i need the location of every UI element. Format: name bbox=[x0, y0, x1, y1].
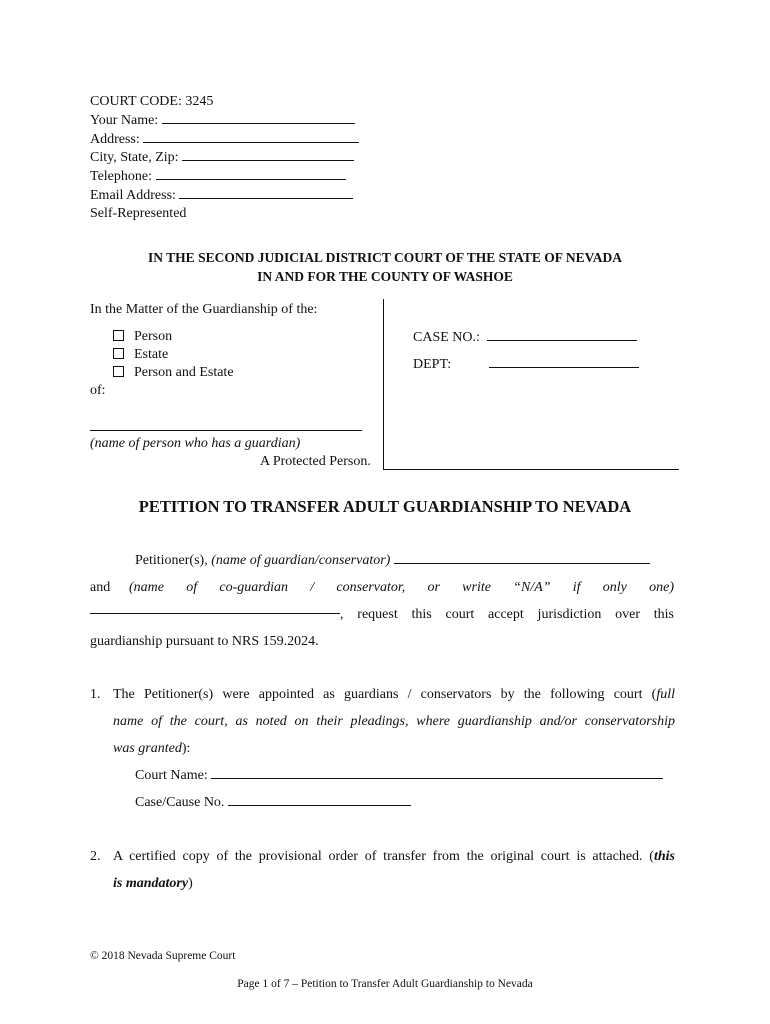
address-label: Address: bbox=[90, 131, 140, 147]
court-name-field[interactable] bbox=[211, 766, 663, 779]
telephone-field[interactable] bbox=[156, 167, 346, 180]
item2-number: 2. bbox=[90, 849, 101, 864]
self-represented: Self-Represented bbox=[90, 205, 187, 221]
address-row bbox=[90, 130, 390, 149]
coguardian-name-field[interactable] bbox=[90, 601, 340, 614]
item1-hint-c-end: ): bbox=[181, 741, 191, 756]
item1-hint-b: name of the court, as noted on their pleadings, where guardianship and/or conservatorship bbox=[113, 714, 675, 729]
case-cause-row bbox=[135, 789, 411, 816]
petitioners-label: Petitioner(s), bbox=[135, 553, 208, 568]
item1-number: 1. bbox=[90, 687, 101, 702]
your-name-row bbox=[90, 111, 390, 130]
city-state-zip-row bbox=[90, 148, 390, 167]
your-name-field[interactable] bbox=[162, 111, 355, 124]
and-label: and bbox=[90, 580, 111, 595]
coguardian-hint: (name of co-guardian / conservator, or write “N/A” if only one) bbox=[129, 580, 674, 595]
item2-line2 bbox=[113, 870, 675, 897]
court-name-label: Court Name: bbox=[135, 768, 208, 783]
item1-hint-a: full bbox=[656, 687, 675, 702]
document-title: PETITION TO TRANSFER ADULT GUARDIANSHIP TO NEVADA bbox=[138, 497, 632, 516]
checkbox-estate[interactable] bbox=[113, 348, 124, 359]
address-field[interactable] bbox=[143, 130, 359, 143]
case-cause-label: Case/Cause No. bbox=[135, 795, 225, 810]
intro-line2 bbox=[90, 574, 674, 601]
of-label: of: bbox=[90, 383, 106, 398]
option-person[interactable] bbox=[113, 328, 234, 346]
dept-field[interactable] bbox=[489, 355, 639, 368]
telephone-label: Telephone: bbox=[90, 169, 152, 185]
item2-text: A certified copy of the provisional order of transfer from the original court is attached. ( bbox=[113, 849, 654, 864]
protected-person-label: A Protected Person. bbox=[260, 454, 371, 469]
item1-hint-c: was granted bbox=[113, 741, 182, 756]
item1-line3 bbox=[113, 735, 675, 762]
option-person-label: Person bbox=[134, 329, 173, 344]
intro-line3 bbox=[90, 601, 674, 628]
footer-page-number: Page 1 of 7 – Petition to Transfer Adult Guardianship to Nevada bbox=[237, 978, 533, 990]
case-cause-field[interactable] bbox=[228, 793, 411, 806]
dept-label: DEPT: bbox=[413, 357, 452, 372]
filer-info-block bbox=[90, 93, 390, 223]
footer-copyright: © 2018 Nevada Supreme Court bbox=[90, 950, 236, 962]
checkbox-person[interactable] bbox=[113, 330, 124, 341]
protected-person-name-field[interactable] bbox=[90, 418, 362, 431]
city-state-zip-label: City, State, Zip: bbox=[90, 150, 179, 166]
guardian-name-hint: (name of guardian/conservator) bbox=[211, 553, 391, 568]
intro-line1 bbox=[135, 547, 680, 574]
court-name-row bbox=[135, 762, 663, 789]
case-no-row bbox=[413, 328, 637, 346]
telephone-row bbox=[90, 167, 390, 186]
your-name-label: Your Name: bbox=[90, 112, 159, 128]
item2-bold-a: this bbox=[653, 849, 675, 864]
dept-row bbox=[413, 355, 639, 373]
court-heading bbox=[90, 248, 680, 286]
city-state-zip-field[interactable] bbox=[182, 148, 354, 161]
item1-line1 bbox=[113, 681, 675, 708]
option-person-and-estate-label: Person and Estate bbox=[134, 364, 234, 380]
caption-vertical-divider bbox=[383, 299, 384, 470]
item1-body bbox=[113, 681, 675, 762]
checkbox-person-and-estate[interactable] bbox=[113, 366, 124, 377]
matter-text: In the Matter of the Guardianship of the: bbox=[90, 302, 318, 317]
email-row bbox=[90, 186, 390, 205]
option-estate[interactable] bbox=[113, 346, 234, 364]
court-heading-line1: IN THE SECOND JUDICIAL DISTRICT COURT OF THE STATE OF NEVADA bbox=[148, 250, 622, 265]
court-heading-line2: IN AND FOR THE COUNTY OF WASHOE bbox=[257, 269, 513, 284]
request-text: , request this court accept jurisdiction over this bbox=[340, 607, 674, 622]
option-estate-label: Estate bbox=[134, 346, 169, 362]
protected-person-name-hint: (name of person who has a guardian) bbox=[90, 436, 301, 451]
court-code: COURT CODE: 3245 bbox=[90, 94, 214, 109]
caption-bottom-rule bbox=[383, 469, 679, 470]
item2-close: ) bbox=[188, 876, 193, 891]
item2-bold-b: is mandatory bbox=[113, 876, 189, 891]
option-person-and-estate[interactable] bbox=[113, 364, 234, 382]
case-no-field[interactable] bbox=[487, 328, 637, 341]
email-label: Email Address: bbox=[90, 187, 176, 203]
intro-line4: guardianship pursuant to NRS 159.2024. bbox=[90, 634, 319, 649]
item1-text: The Petitioner(s) were appointed as guardians / conservators by the following court ( bbox=[113, 687, 657, 702]
case-no-label: CASE NO.: bbox=[413, 330, 480, 345]
item2-line1 bbox=[113, 843, 675, 870]
guardian-name-field[interactable] bbox=[394, 551, 650, 564]
email-field[interactable] bbox=[179, 186, 353, 199]
item2-body bbox=[113, 843, 675, 897]
guardianship-type-options bbox=[113, 328, 234, 381]
